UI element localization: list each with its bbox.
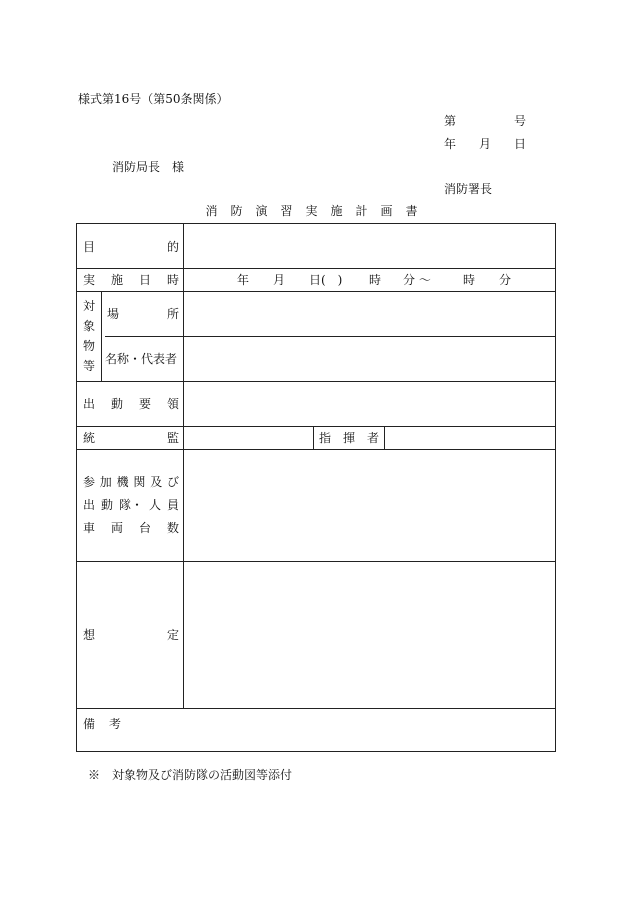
- remarks-label: 備 考: [83, 716, 122, 731]
- addressee: 消防局長 様: [112, 160, 185, 174]
- supervisor-field[interactable]: [185, 426, 311, 449]
- location-label: 場 所: [107, 307, 179, 321]
- name-representative-label: 名称・代表者: [105, 352, 178, 366]
- purpose-field[interactable]: [185, 224, 553, 268]
- participants-field[interactable]: [185, 449, 553, 561]
- name-representative-field[interactable]: [185, 336, 553, 381]
- footnote: ※ 対象物及び消防隊の活動図等添付: [88, 768, 293, 782]
- purpose-label: 目 的: [83, 239, 179, 254]
- date-day: 日: [514, 137, 527, 151]
- commander-field[interactable]: [387, 426, 553, 449]
- date-time-field[interactable]: 年 月 日( ) 時 分 〜 時 分: [237, 273, 512, 287]
- form-number: 様式第16号（第50条関係）: [78, 92, 229, 106]
- remarks-field[interactable]: [137, 710, 553, 750]
- date-month: 月: [479, 137, 492, 151]
- scenario-label: 想 定: [83, 628, 179, 642]
- dispatch-field[interactable]: [185, 381, 553, 426]
- page-title: 消防演習実施計画書: [205, 204, 431, 218]
- commander-label: 指 揮 者: [319, 431, 379, 445]
- location-field[interactable]: [185, 291, 553, 336]
- participants-label: 参 加 機 関 及 び 出 動 隊・ 人 員 車 両 台 数: [83, 474, 179, 535]
- supervisor-label: 統 監: [83, 431, 179, 445]
- plan-table: [76, 223, 556, 752]
- sender: 消防署長: [444, 182, 493, 196]
- dispatch-label: 出 動 要 領: [83, 397, 179, 411]
- document-number-prefix: 第: [444, 114, 457, 128]
- date-time-label: 実 施 日 時: [83, 273, 179, 287]
- date-year: 年: [444, 137, 457, 151]
- document-number-suffix: 号: [514, 114, 527, 128]
- target-group-label: 対 象 物 等: [82, 299, 95, 373]
- scenario-field[interactable]: [185, 561, 553, 708]
